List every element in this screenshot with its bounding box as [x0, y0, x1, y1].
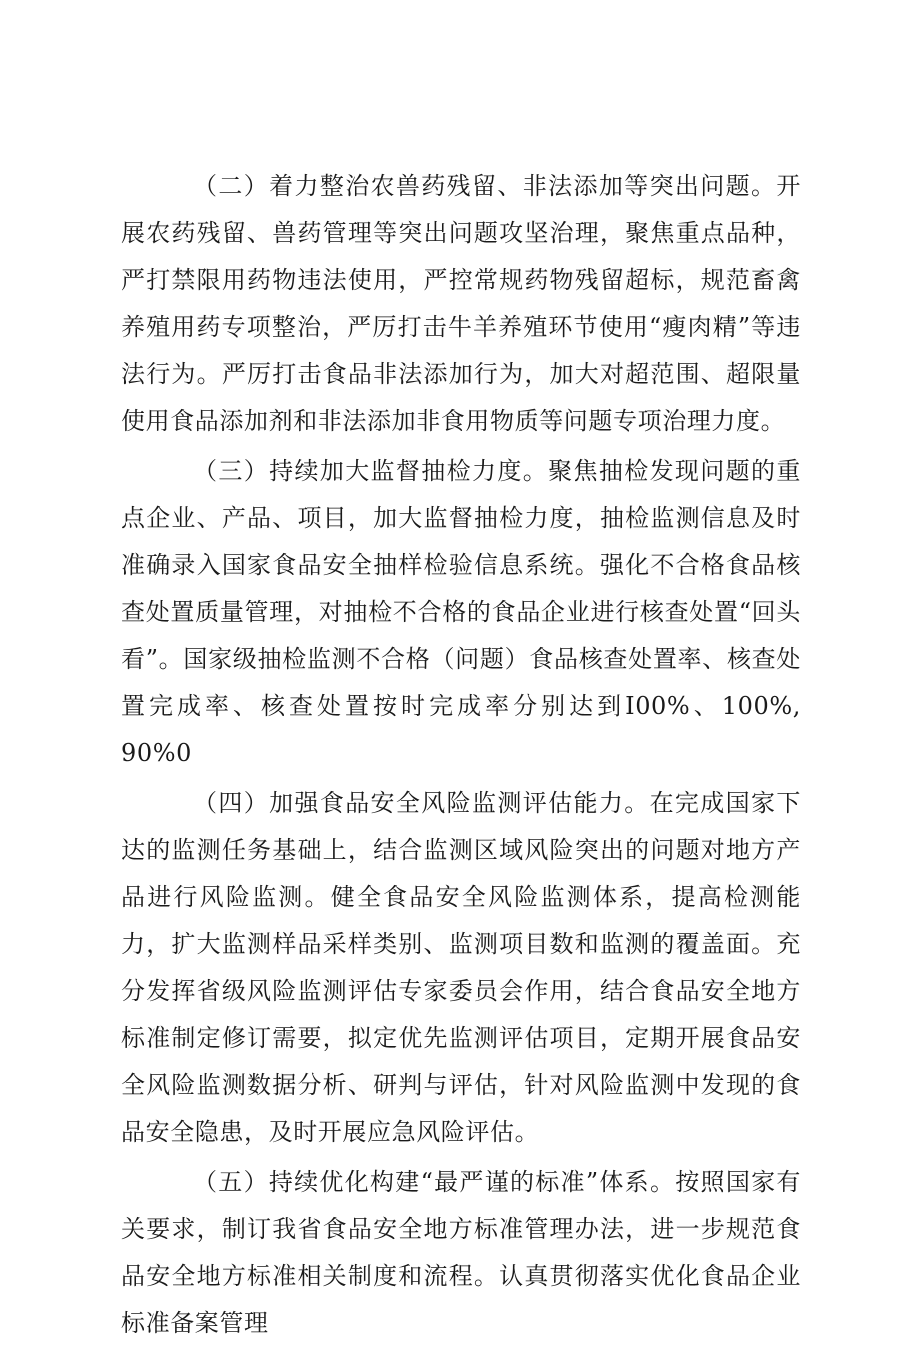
document-body: [121, 163, 801, 1350]
paragraph-section-5: （五）持续优化构建“最严谨的标准”体系。按照国家有关要求，制订我省食品安全地方标准管理办法，进一步规范食品安全地方标准相关制度和流程。认真贯彻落实优化食品企业标准备案管理: [121, 1168, 801, 1337]
paragraph-section-4: （四）加强食品安全风险监测评估能力。在完成国家下达的监测任务基础上，结合监测区域风险突出的问题对地方产品进行风险监测。健全食品安全风险监测体系，提高检测能力，扩大监测样品采样类别、监测项目数和监测的覆盖面。充分发挥省级风险监测评估专家委员会作用，结合食品安全地方标准制定修订需要，拟定优先监测评估项目，定期开展食品安全风险监测数据分析、研判与评估，针对风险监测中发现的食品安全隐患，及时开展应急风险评估。: [121, 789, 801, 1146]
paragraph-section-2: （二）着力整治农兽药残留、非法添加等突出问题。开展农药残留、兽药管理等突出问题攻坚治理，聚焦重点品种，严打禁限用药物违法使用，严控常规药物残留超标，规范畜禽养殖用药专项整治，严厉打击牛羊养殖环节使用“瘦肉精”等违法行为。严厉打击食品非法添加行为，加大对超范围、超限量使用食品添加剂和非法添加非食用物质等问题专项治理力度。: [121, 172, 801, 435]
paragraph-section-3: （三）持续加大监督抽检力度。聚焦抽检发现问题的重点企业、产品、项目，加大监督抽检力度，抽检监测信息及时准确录入国家食品安全抽样检验信息系统。强化不合格食品核查处置质量管理，对抽检不合格的食品企业进行核查处置“回头看”。国家级抽检监测不合格（问题）食品核查处置率、核查处置完成率、核查处置按时完成率分别达到I00%、100%, 90%0: [121, 457, 801, 767]
